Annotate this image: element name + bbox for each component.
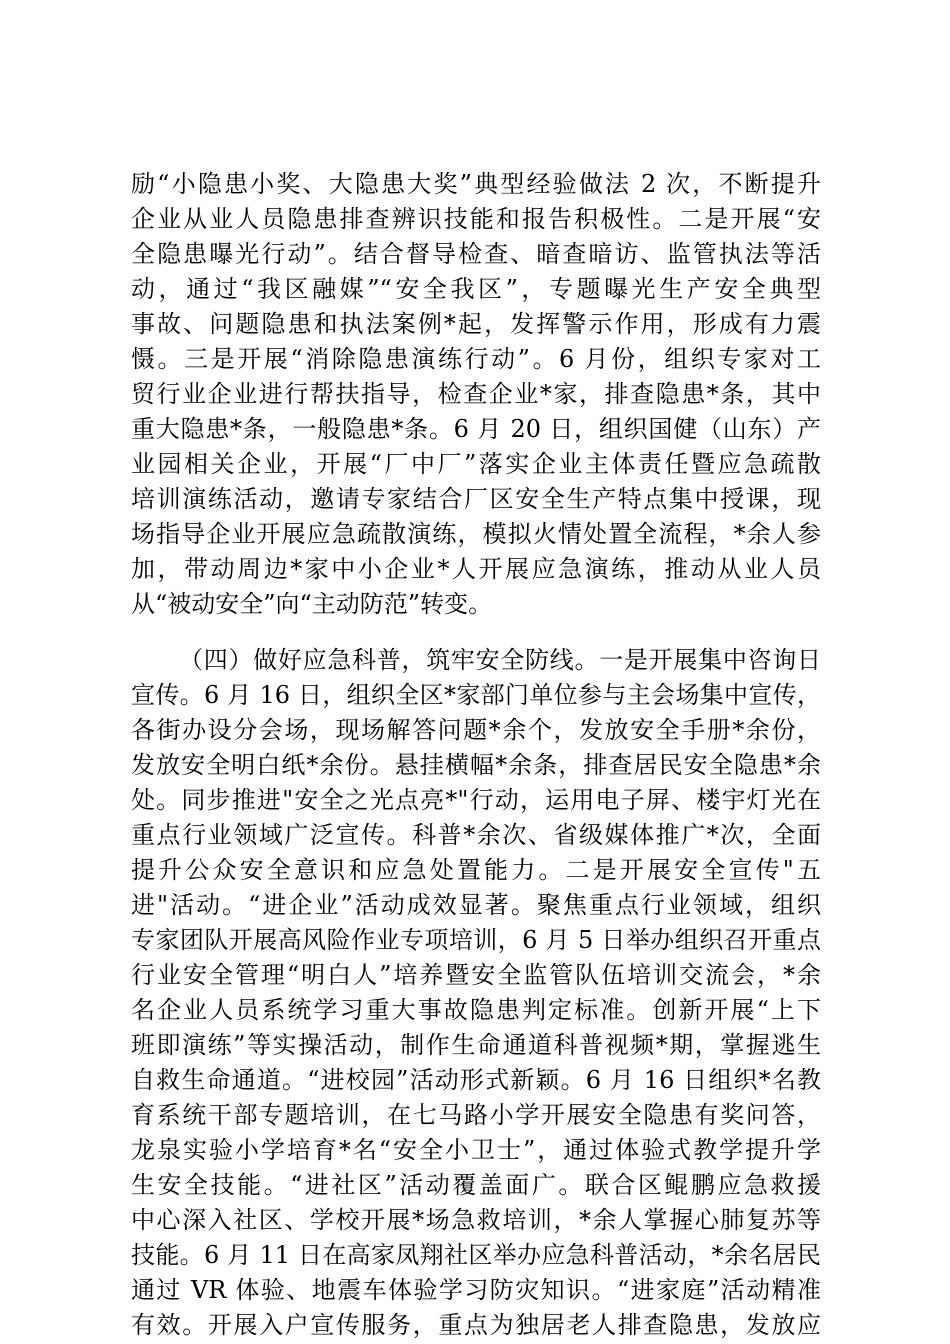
paragraph-2-line: 各街办设分会场，现场解答问题*余个，发放安全手册*余份， — [131, 716, 821, 744]
paragraph-1-line: 励“小隐患小奖、大隐患大奖”典型经验做法 2 次，不断提升 — [131, 170, 821, 198]
paragraph-2-line: 发放安全明白纸*余份。悬挂横幅*余条，排查居民安全隐患*余 — [131, 751, 821, 779]
paragraph-1-line: 贸行业企业进行帮扶指导，检查企业*家，排查隐患*条，其中 — [131, 380, 821, 408]
paragraph-2-line: 名企业人员系统学习重大事故隐患判定标准。创新开展“上下 — [131, 996, 821, 1024]
paragraph-1-line: 培训演练活动，邀请专家结合厂区安全生产特点集中授课，现 — [131, 485, 821, 513]
paragraph-1-line: 重大隐患*条，一般隐患*条。6 月 20 日，组织国健（山东）产 — [131, 415, 821, 443]
paragraph-1-line: 动，通过“我区融媒”“安全我区”，专题曝光生产安全典型 — [131, 275, 821, 303]
paragraph-2-line: （四）做好应急科普，筑牢安全防线。一是开展集中咨询日 — [179, 646, 821, 674]
paragraph-2-line: 有效。开展入户宣传服务，重点为独居老人排查隐患，发放应 — [131, 1311, 821, 1339]
paragraph-2-line: 处。同步推进"安全之光点亮*"行动，运用电子屏、楼宇灯光在 — [131, 786, 821, 814]
paragraph-2-line: 育系统干部专题培训，在七马路小学开展安全隐患有奖问答， — [131, 1101, 821, 1129]
paragraph-2-line: 中心深入社区、学校开展*场急救培训，*余人掌握心肺复苏等 — [131, 1206, 821, 1234]
paragraph-2-line: 生安全技能。“进社区”活动覆盖面广。联合区鲲鹏应急救援 — [131, 1171, 821, 1199]
paragraph-2-line: 通过 VR 体验、地震车体验学习防灾知识。“进家庭”活动精准 — [131, 1276, 821, 1304]
paragraph-2-line: 自救生命通道。“进校园”活动形式新颖。6 月 16 日组织*名教 — [131, 1066, 821, 1094]
paragraph-1-line: 从“被动安全”向“主动防范”转变。 — [131, 590, 493, 618]
paragraph-1-line: 事故、问题隐患和执法案例*起，发挥警示作用，形成有力震 — [131, 310, 821, 338]
paragraph-2-line: 专家团队开展高风险作业专项培训，6 月 5 日举办组织召开重点 — [131, 926, 821, 954]
paragraph-2-line: 班即演练”等实操活动，制作生命通道科普视频*期，掌握逃生 — [131, 1031, 821, 1059]
paragraph-2-line: 提升公众安全意识和应急处置能力。二是开展安全宣传"五 — [131, 856, 821, 884]
paragraph-1-line: 全隐患曝光行动”。结合督导检查、暗查暗访、监管执法等活 — [131, 240, 821, 268]
paragraph-1-line: 慑。三是开展“消除隐患演练行动”。6 月份，组织专家对工 — [131, 345, 821, 373]
paragraph-1-line: 加，带动周边*家中小企业*人开展应急演练，推动从业人员 — [131, 555, 821, 583]
paragraph-2-line: 行业安全管理“明白人”培养暨安全监管队伍培训交流会，*余 — [131, 961, 821, 989]
paragraph-1-line: 企业从业人员隐患排查辨识技能和报告积极性。二是开展“安 — [131, 205, 821, 233]
paragraph-2-line: 宣传。6 月 16 日，组织全区*家部门单位参与主会场集中宣传， — [131, 681, 821, 709]
paragraph-2-line: 重点行业领域广泛宣传。科普*余次、省级媒体推广*次，全面 — [131, 821, 821, 849]
paragraph-2-line: 进"活动。“进企业”活动成效显著。聚焦重点行业领域，组织 — [131, 891, 821, 919]
paragraph-1-line: 业园相关企业，开展“厂中厂”落实企业主体责任暨应急疏散 — [131, 450, 821, 478]
paragraph-1-line: 场指导企业开展应急疏散演练，模拟火情处置全流程，*余人参 — [131, 520, 821, 548]
paragraph-2-line: 龙泉实验小学培育*名“安全小卫士”，通过体验式教学提升学 — [131, 1136, 821, 1164]
paragraph-2-line: 技能。6 月 11 日在高家凤翔社区举办应急科普活动，*余名居民 — [131, 1241, 821, 1269]
